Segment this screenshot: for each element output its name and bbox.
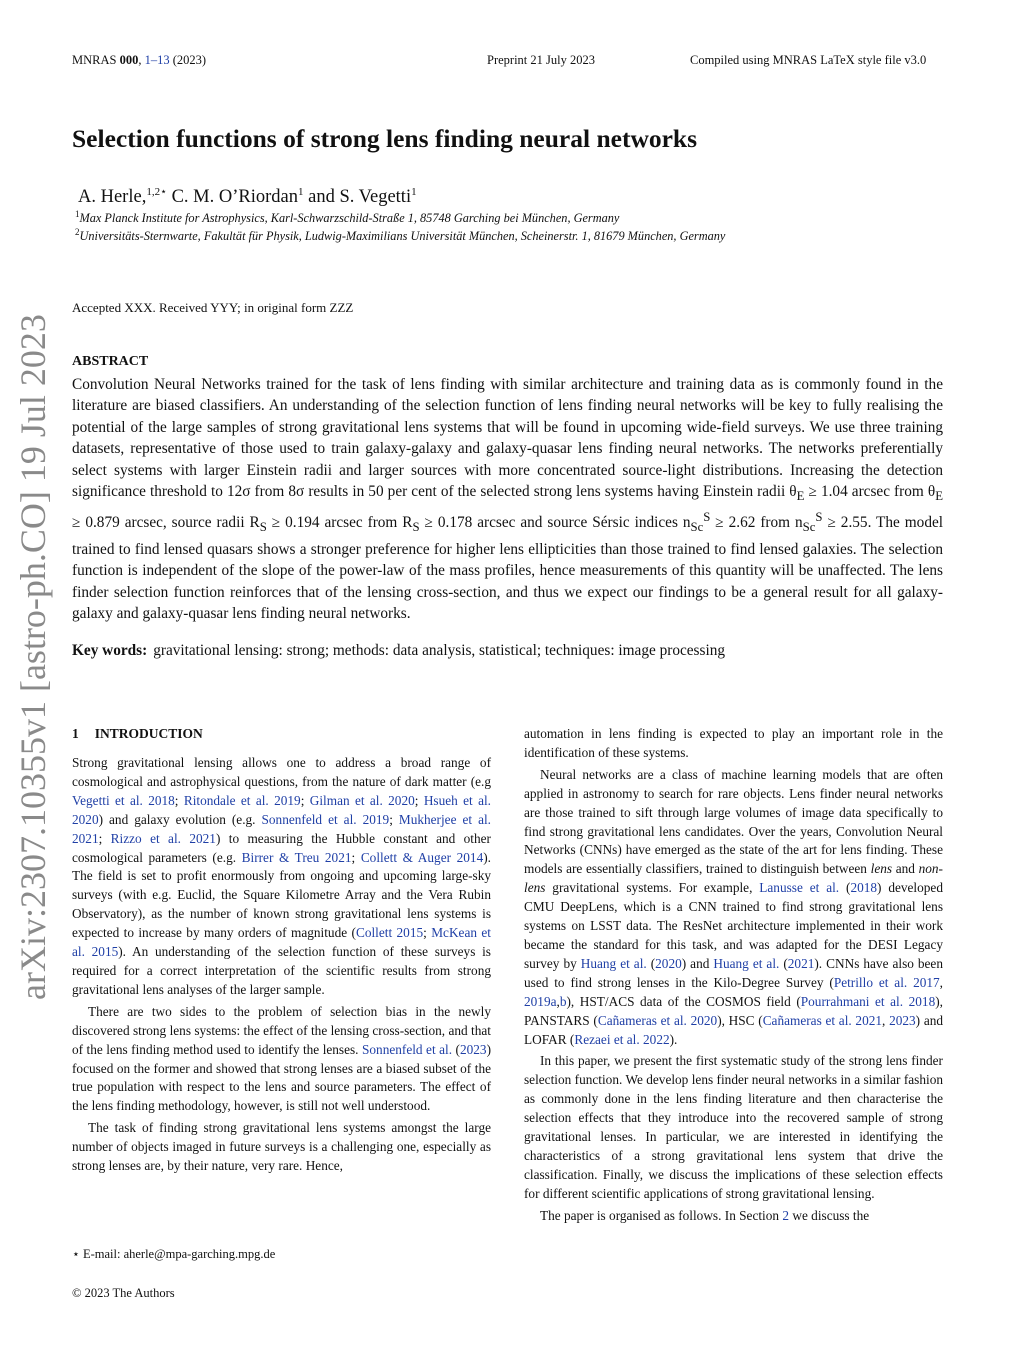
citation-link[interactable]: Collett 2015 bbox=[355, 925, 424, 941]
citation-link[interactable]: Rezaei et al. 2022 bbox=[574, 1031, 670, 1047]
footnote-email: ⋆ E-mail: aherle@mpa-garching.mpg.de bbox=[72, 1247, 276, 1261]
intro-paragraph-6: The paper is organised as follows. In Section 2 we discuss the bbox=[540, 1207, 870, 1223]
running-header-journal: MNRAS 000, 1–13 (2023) bbox=[72, 53, 207, 67]
citation-link[interactable]: Sonnenfeld et al. bbox=[362, 1041, 453, 1057]
citation-link[interactable]: Mukherjee et al. 2021 bbox=[72, 811, 491, 846]
citation-link[interactable]: 2018 bbox=[850, 880, 878, 896]
citation-link[interactable]: McKean et al. 2015 bbox=[72, 925, 491, 960]
author-list: A. Herle,$^{1,2⋆}$ C. M. O’Riordan$^1$ and S. Vegetti$^1$ bbox=[78, 186, 417, 208]
abstract-text: Convolution Neural Networks trained for the task of lens finding with similar architecture and training data as is commonly found in the literature are biased classifiers. An understanding of the selection function of lens finding neural networks will be key to fully realising the potential of the large samples of strong gravitational lens systems that will be found in upcoming wide-field surveys. We use three training datasets, representative of those used to train galaxy-galaxy and galaxy-quasar lens finding neural networks. The networks preferentially select systems with larger Einstein radii and larger sources with more concentrated source-light distributions. Increasing the detection significance threshold to 12σ from 8σ results in 50 per cent of the selected strong lens systems having Einstein radii $\theta_E \ge 1.04$ arcsec from $\theta_E \ge 0.879$ arcsec, source radii $R_S \ge 0.194$ arcsec from $R_S \ge 0.178$ arcsec and source Sérsic indices $n_{Sc}^S \ge 2.62$ from $n_{Sc}^S \ge 2.55$. The model trained to find lensed quasars shows a stronger preference for higher lens ellipticities than those trained to find lensed galaxies. The selection function is independent of the slope of the power-law of the mass profiles, hence measurements of this quantity will be unaffected. The lens finder selection function reinforces that of the lensing cross-section, and thus we expect our findings to be a general result for all galaxy-galaxy and galaxy-quasar lens finding neural networks. bbox=[72, 376, 944, 623]
affiliation-1: $^1$Max Planck Institute for Astrophysics, Karl-Schwarzschild-Straße 1, 85748 Garching bei München, Germany bbox=[75, 209, 620, 226]
right-column bbox=[524, 725, 943, 1226]
copyright-notice: © 2023 The Authors bbox=[72, 1286, 175, 1300]
citation-link[interactable]: Collett & Auger 2014 bbox=[360, 849, 484, 865]
abstract-heading: ABSTRACT bbox=[72, 354, 149, 369]
intro-paragraph-3: The task of finding strong gravitational lens systems amongst the large number of objects imaged in future surveys is a challenging one, especially as strong lenses are, by their nature, very rare. Hence, bbox=[72, 1120, 491, 1174]
citation-link[interactable]: b bbox=[559, 993, 567, 1009]
intro-paragraph-4: Neural networks are a class of machine learning models that are often applied in astronomy to search for rare objects. Lens finder neural networks are those trained to sift through large volumes of image data specifically to find strong gravitational lens candidates. Over the years, Convolution Neural Networks (CNNs) have emerged as the state of the art for lens finding. These models are essentially classifiers, trained to distinguish between lens and non-lens gravitational systems. For example, Lanusse et al. (2018) developed CMU DeepLens, which is a CNN trained to find strong gravitational lens systems on LSST data. The ResNet architecture implemented in their work became the standard for this task, and was adapted for the DESI Legacy survey by Huang et al. (2020) and Huang et al. (2021). CNNs have also been used to find strong lenses in the Kilo-Degree Survey (Petrillo et al. 2017, 2019a,b), HST/ACS data of the COSMOS field (Pourrahmani et al. 2018), PANSTARS (Cañameras et al. 2020), HSC (Cañameras et al. 2021, 2023) and LOFAR (Rezaei et al. 2022). bbox=[524, 766, 944, 1047]
citation-link[interactable]: Gilman et al. 2020 bbox=[309, 792, 415, 808]
citation-link[interactable]: Birrer & Treu 2021 bbox=[241, 849, 352, 865]
citation-link[interactable]: Lanusse et al. bbox=[759, 880, 840, 896]
running-header-preprint: Preprint 21 July 2023 bbox=[487, 53, 595, 67]
arxiv-identifier-stamp: arXiv:2307.10355v1 [astro-ph.CO] 19 Jul 2023 bbox=[13, 314, 53, 1000]
accepted-line: Accepted XXX. Received YYY; in original form ZZZ bbox=[72, 300, 354, 315]
citation-link[interactable]: 2020 bbox=[655, 955, 682, 971]
affiliation-2: $^2$Universitäts-Sternwarte, Fakultät für Physik, Ludwig-Maximilians Universität München, Scheinerstr. 1, 81679 München, Germany bbox=[75, 227, 726, 244]
citation-link[interactable]: Petrillo et al. 2017 bbox=[833, 974, 940, 990]
citation-link[interactable]: Cañameras et al. 2021 bbox=[762, 1012, 883, 1028]
section-heading-introduction: 1 INTRODUCTION bbox=[72, 726, 203, 741]
pages-link[interactable]: 1–13 bbox=[144, 53, 170, 67]
citation-link[interactable]: Cañameras et al. 2020 bbox=[597, 1012, 718, 1028]
citation-link[interactable]: 2021 bbox=[787, 955, 815, 971]
keywords-line: Key words: gravitational lensing: strong; methods: data analysis, statistical; techniques: image processing bbox=[72, 642, 726, 659]
intro-paragraph-1: Strong gravitational lensing allows one to address a broad range of cosmological and astrophysical questions, from the nature of dark matter (e.g Vegetti et al. 2018; Ritondale et al. 2019; Gilman et al. 2020; Hsueh et al. 2020) and galaxy evolution (e.g. Sonnenfeld et al. 2019; Mukherjee et al. 2021; Rizzo et al. 2021) to measuring the Hubble constant and other cosmological parameters (e.g. Birrer & Treu 2021; Collett & Auger 2014). The field is set to profit enormously from ongoing and upcoming large-sky surveys (with e.g. Euclid, the Square Kilometre Array and the Vera Rubin Observatory), as the number of known strong gravitational lens systems is expected to increase by many orders of magnitude (Collett 2015; McKean et al. 2015). An understanding of the selection function of these surveys is required for a correct interpretation of the scientific results from strong gravitational lens analyses of the larger sample. bbox=[72, 755, 491, 997]
intro-paragraph-continued: automation in lens finding is expected to play an important role in the identification of these systems. bbox=[524, 726, 943, 760]
citation-link[interactable]: Sonnenfeld et al. 2019 bbox=[261, 811, 390, 827]
intro-paragraph-2: There are two sides to the problem of selection bias in the newly discovered strong lens systems: the effect of the lensing cross-section, and that of the lens finding method used to identify the lenses. Sonnenfeld et al. (2023) focused on the former and showed that strong lenses are a biased subset of the true population with respect to the lens and source parameters. The effect of the lens finding methodology, however, is still not well understood. bbox=[72, 1003, 491, 1114]
citation-link[interactable]: Hsueh et al. 2020 bbox=[72, 792, 491, 827]
left-column bbox=[72, 754, 491, 1176]
citation-link[interactable]: Pourrahmani et al. 2018 bbox=[800, 993, 936, 1009]
citation-link[interactable]: 2023 bbox=[459, 1041, 487, 1057]
running-header-compiled: Compiled using MNRAS LaTeX style file v3.0 bbox=[690, 53, 927, 67]
section-link[interactable]: 2 bbox=[782, 1207, 790, 1223]
citation-link[interactable]: Ritondale et al. 2019 bbox=[183, 792, 301, 808]
citation-link[interactable]: Huang et al. bbox=[580, 955, 647, 971]
citation-link[interactable]: Vegetti et al. 2018 bbox=[72, 792, 175, 808]
citation-link[interactable]: Huang et al. bbox=[713, 955, 780, 971]
intro-paragraph-5: In this paper, we present the first systematic study of the strong lens finder selection function. We develop lens finder neural networks in a similar fashion as commonly done in the lens finding literature and then characterise the selection effects that they introduce into the recovered sample of strong gravitational lenses. In particular, we are interested in identifying the characteristics of a strong gravitational lens system that drive the classification. Finally, we discuss the implications of these selection effects for different scientific applications of strong gravitational lensing. bbox=[524, 1053, 943, 1201]
paper-title: Selection functions of strong lens finding neural networks bbox=[72, 124, 698, 153]
citation-link[interactable]: 2019a bbox=[524, 993, 557, 1009]
citation-link[interactable]: Rizzo et al. 2021 bbox=[110, 830, 216, 846]
citation-link[interactable]: 2023 bbox=[889, 1012, 916, 1028]
